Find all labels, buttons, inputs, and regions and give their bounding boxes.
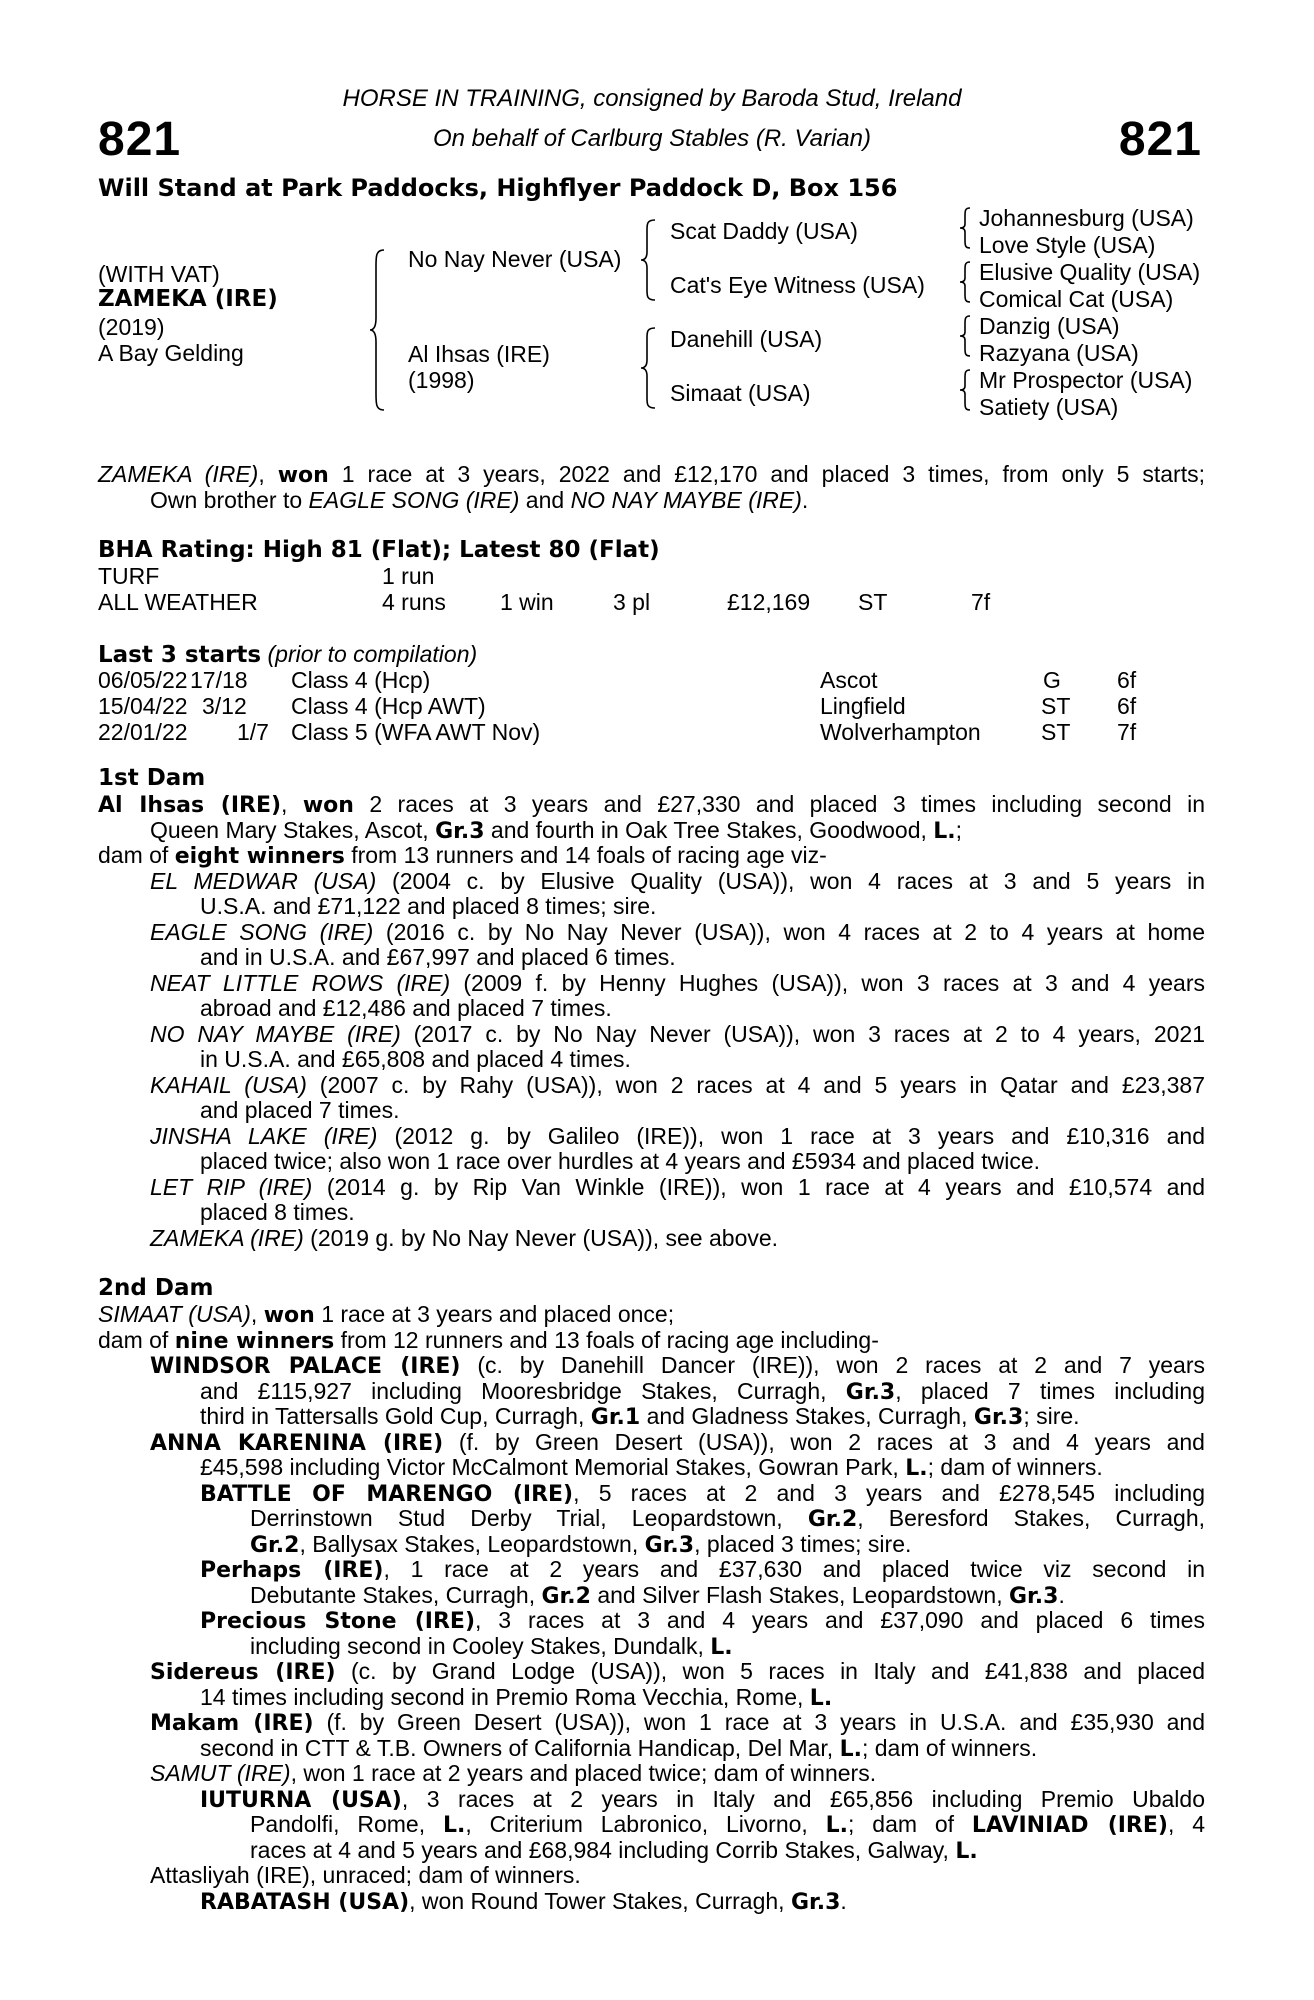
text-run: Gr.3 [435, 818, 485, 844]
pedigree-dam-dam: Simaat (USA) [670, 380, 811, 406]
pedigree-dam-brace [641, 326, 661, 410]
text-run: Gr.3 [644, 1532, 695, 1558]
second-dam-line [150, 1659, 1205, 1685]
pedigree-g3-2: Love Style (USA) [979, 232, 1156, 258]
second-dam-body [98, 1302, 1205, 1914]
text-run: placed 8 times. [200, 1199, 355, 1225]
first-dam-body [98, 792, 1205, 1251]
start-race: Class 5 (WFA AWT Nov) [291, 719, 541, 745]
text-run: KAHAIL (USA) [150, 1071, 307, 1098]
text-run: (2016 c. by No Nay Never (USA)), won 4 races at 2 to 4 years at home [373, 918, 1206, 945]
first-dam-line [150, 971, 1205, 997]
text-run: and fourth in Oak Tree Stakes, Goodwood, [484, 816, 934, 843]
text-run: from 13 runners and 14 foals of racing age viz- [344, 842, 827, 868]
second-dam-line [250, 1506, 1205, 1532]
text-run: Queen Mary Stakes, Ascot, [150, 816, 436, 843]
text-run: L. [710, 1634, 733, 1660]
pedigree-g3-7: Mr Prospector (USA) [979, 367, 1193, 393]
text-run: ANNA KARENINA (IRE) [150, 1430, 444, 1456]
start-position: 1/7 [237, 719, 269, 745]
all-weather-row [98, 590, 1198, 616]
start-distance: 6f [1117, 693, 1137, 719]
text-run: (2014 g. by Rip Van Winkle (IRE)), won 1 race at 4 years and £10,574 and [312, 1173, 1205, 1200]
summary-brother-prefix: Own brother to [150, 486, 309, 513]
text-run: WINDSOR PALACE (IRE) [150, 1354, 461, 1379]
horse-description: A Bay Gelding [98, 340, 244, 366]
text-run: Attasliyah (IRE), unraced; dam of winners. [150, 1862, 581, 1888]
first-dam-line [150, 1073, 1205, 1099]
first-dam-line [150, 869, 1205, 895]
second-dam-line [150, 1353, 1205, 1379]
text-run: Precious Stone (IRE) [200, 1609, 476, 1634]
text-run: , [281, 791, 303, 817]
text-run: , placed 7 times including [895, 1377, 1205, 1404]
text-run: Gr.2 [250, 1532, 300, 1558]
start-distance: 7f [1117, 719, 1137, 745]
text-run: in U.S.A. and £65,808 and placed 4 times. [200, 1046, 631, 1072]
pedigree-g3-brace-2 [960, 260, 974, 304]
second-dam-line [250, 1634, 1205, 1660]
text-run: (c. by Grand Lodge (USA)), won 5 races in Italy and £41,838 and placed [335, 1658, 1205, 1684]
turf-runs: 1 run [382, 563, 435, 589]
rating-heading: BHA Rating: High 81 (Flat); Latest 80 (Flat) [98, 537, 660, 563]
second-dam-line [200, 1685, 1205, 1711]
text-run: eight winners [174, 844, 345, 869]
summary-brother-2: NO NAY MAYBE (IRE) [570, 486, 802, 513]
second-dam-line [98, 1302, 1205, 1328]
text-run: SIMAAT (USA) [98, 1301, 251, 1327]
text-run: ZAMEKA (IRE) [150, 1224, 304, 1251]
second-dam-line [150, 1761, 1205, 1787]
start-course: Lingfield [820, 693, 906, 719]
text-run: £45,598 including Victor McCalmont Memorial Stakes, Gowran Park, [200, 1454, 906, 1480]
start-going: ST [1041, 693, 1071, 719]
pedigree-dam-sire: Danehill (USA) [670, 326, 823, 352]
start-row-1 [98, 668, 1198, 694]
text-run: . [1058, 1581, 1065, 1608]
text-run: ; [955, 816, 963, 843]
aw-surface: ST [858, 589, 888, 615]
second-dam-line [250, 1583, 1205, 1609]
second-dam-heading: 2nd Dam [98, 1275, 214, 1301]
text-run: Debutante Stakes, Curragh, [250, 1581, 542, 1608]
pedigree-g3-5: Danzig (USA) [979, 313, 1120, 339]
summary-brother-and: and [519, 486, 571, 513]
text-run: , Beresford Stakes, Curragh, [857, 1505, 1205, 1531]
race-summary [98, 462, 1205, 513]
text-run: races at 4 and 5 years and £68,984 including Corrib Stakes, Galway, [250, 1836, 956, 1863]
text-run: (2009 f. by Henny Hughes (USA)), won 3 races at 3 and 4 years [450, 969, 1205, 996]
text-run: BATTLE OF MARENGO (IRE) [200, 1481, 574, 1507]
second-dam-line [200, 1379, 1205, 1405]
summary-sep: , [258, 461, 278, 487]
text-run: L. [905, 1456, 928, 1481]
pedigree-g3-brace-3 [960, 314, 974, 358]
second-dam-line [250, 1532, 1205, 1558]
text-run: Makam (IRE) [150, 1711, 314, 1736]
pedigree-sire-sire: Scat Daddy (USA) [670, 218, 858, 244]
text-run: L. [442, 1813, 466, 1838]
text-run: , Criterium Labronico, Livorno, [465, 1811, 826, 1837]
text-run: LAVINIAD (IRE) [971, 1813, 1168, 1838]
text-run: dam of [98, 842, 175, 868]
first-dam-line [150, 1022, 1205, 1048]
turf-row [98, 564, 1198, 590]
text-run: Gr.1 [590, 1405, 641, 1430]
first-dam-line [150, 1175, 1205, 1201]
first-dam-line [98, 843, 1205, 869]
start-course: Wolverhampton [820, 719, 981, 745]
text-run: dam of [98, 1326, 175, 1353]
first-dam-line [200, 1047, 1205, 1073]
text-run: NO NAY MAYBE (IRE) [150, 1020, 401, 1047]
start-going: G [1043, 667, 1061, 693]
start-row-3 [98, 720, 1198, 746]
pedigree-dam: Al Ihsas (IRE) [408, 341, 550, 367]
text-run: Gr.3 [1009, 1583, 1059, 1609]
text-run: EAGLE SONG (IRE) [150, 918, 374, 945]
summary-brother-1: EAGLE SONG (IRE) [308, 486, 520, 513]
start-date: 22/01/22 [98, 719, 188, 745]
text-run: and Silver Flash Stakes, Leopardstown, [590, 1581, 1009, 1608]
text-run: third in Tattersalls Gold Cup, Curragh, [200, 1403, 591, 1429]
horse-name: ZAMEKA (IRE) [98, 286, 278, 312]
text-run: ; dam of [848, 1811, 972, 1837]
text-run: including second in Cooley Stakes, Dundalk, [250, 1632, 711, 1659]
text-run: Gr.3 [790, 1889, 841, 1915]
first-dam-line [200, 945, 1205, 971]
second-dam-line [200, 1889, 1205, 1915]
pedigree-sire: No Nay Never (USA) [408, 246, 622, 272]
text-run: 1 race at 3 years and placed once; [314, 1301, 675, 1327]
text-run: , 3 races at 2 years in Italy and £65,856 including Premio Ubaldo [401, 1785, 1205, 1812]
lot-number-right: 821 [1118, 113, 1202, 166]
text-run: Perhaps (IRE) [200, 1558, 384, 1583]
pedigree-g3-brace-4 [960, 368, 974, 412]
aw-prize: £12,169 [727, 589, 811, 615]
start-date: 06/05/22 [98, 667, 188, 693]
text-run: Pandolfi, Rome, [250, 1811, 443, 1837]
pedigree-sire-brace [641, 218, 661, 302]
text-run: Gr.2 [807, 1507, 858, 1532]
second-dam-line [200, 1455, 1205, 1481]
pedigree-g3-brace-1 [960, 206, 974, 250]
text-run: Al Ihsas (IRE) [98, 793, 282, 818]
text-run: ; sire. [1023, 1403, 1080, 1429]
text-run: Sidereus (IRE) [150, 1660, 336, 1685]
aw-runs: 4 runs [382, 589, 446, 615]
start-race: Class 4 (Hcp) [291, 667, 431, 693]
consignment-line: HORSE IN TRAINING, consigned by Baroda Stud, Ireland [342, 85, 962, 112]
text-run: (f. by Green Desert (USA)), won 2 races at 3 and 4 years and [443, 1428, 1205, 1455]
second-dam-line [200, 1404, 1205, 1430]
text-run: placed twice; also won 1 race over hurdles at 4 years and £5934 and placed twice. [200, 1148, 1041, 1174]
text-run: , won 1 race at 2 years and placed twice; dam of winners. [290, 1760, 877, 1786]
text-run: second in CTT & T.B. Owners of California Handicap, Del Mar, [200, 1734, 840, 1761]
vat-note: (WITH VAT) [98, 261, 220, 287]
second-dam-line [200, 1481, 1205, 1507]
lot-number-left: 821 [98, 113, 182, 166]
pedigree-g3-3: Elusive Quality (USA) [979, 259, 1201, 285]
text-run: , 3 races at 3 and 4 years and £37,090 and placed 6 times [475, 1607, 1205, 1633]
text-run: and £115,927 including Mooresbridge Stakes, Curragh, [200, 1377, 846, 1404]
last-starts-heading: Last 3 starts (prior to compilation) [98, 641, 478, 668]
first-dam-line [98, 792, 1205, 818]
first-dam-line [150, 1124, 1205, 1150]
start-race: Class 4 (Hcp AWT) [291, 693, 486, 719]
text-run: , 4 [1167, 1811, 1206, 1837]
start-position: 17/18 [190, 667, 248, 693]
summary-won: won [277, 463, 329, 488]
pedigree-g3-8: Satiety (USA) [979, 394, 1119, 420]
text-run: LET RIP (IRE) [150, 1173, 313, 1200]
text-run: (2007 c. by Rahy (USA)), won 2 races at 4 and 5 years in Qatar and £23,387 [306, 1071, 1205, 1098]
text-run: and placed 7 times. [200, 1097, 400, 1123]
on-behalf-line: On behalf of Carlburg Stables (R. Varian) [433, 125, 871, 152]
first-dam-line [200, 1098, 1205, 1124]
text-run: L. [955, 1838, 978, 1864]
text-run: ; dam of winners. [861, 1734, 1038, 1761]
second-dam-line [98, 1328, 1205, 1354]
text-run: Gr.2 [541, 1583, 591, 1609]
summary-horse-name: ZAMEKA (IRE) [98, 461, 259, 487]
first-dam-line [200, 1200, 1205, 1226]
text-run: won [302, 793, 354, 818]
turf-label: TURF [98, 563, 160, 589]
aw-wins: 1 win [500, 589, 554, 615]
pedigree-g3-1: Johannesburg (USA) [979, 205, 1194, 231]
start-date: 15/04/22 [98, 693, 188, 719]
start-position: 3/12 [202, 693, 247, 719]
text-run: Gr.3 [845, 1379, 896, 1405]
text-run: L. [825, 1813, 849, 1838]
text-run: (f. by Green Desert (USA)), won 1 race at 3 years in U.S.A. and £35,930 and [313, 1709, 1205, 1735]
text-run: , 5 races at 2 and 3 years and £278,545 including [573, 1479, 1205, 1506]
aw-distance: 7f [971, 589, 991, 615]
text-run: L. [809, 1685, 833, 1711]
text-run: (2012 g. by Galileo (IRE)), won 1 race at 3 years and £10,316 and [377, 1122, 1205, 1149]
text-run: . [840, 1887, 847, 1914]
text-run: and in U.S.A. and £67,997 and placed 6 times. [200, 944, 676, 970]
pedigree-main-brace [370, 248, 390, 412]
start-row-2 [98, 694, 1198, 720]
first-dam-line [150, 920, 1205, 946]
first-dam-line [150, 818, 1205, 844]
text-run: and Gladness Stakes, Curragh, [640, 1403, 974, 1429]
text-run: L. [933, 818, 956, 844]
text-run: L. [839, 1736, 862, 1762]
text-run: nine winners [174, 1328, 335, 1354]
text-run: 2 races at 3 years and £27,330 and placed 3 times including second in [353, 791, 1205, 817]
text-run: IUTURNA (USA) [200, 1787, 402, 1813]
text-run: Derrinstown Stud Derby Trial, Leopardstown, [250, 1505, 808, 1531]
summary-brother-end: . [801, 486, 809, 513]
second-dam-line [150, 1863, 1205, 1889]
first-dam-line [200, 894, 1205, 920]
pedigree-g3-6: Razyana (USA) [979, 340, 1139, 366]
text-run: , Ballysax Stakes, Leopardstown, [299, 1530, 645, 1557]
text-run: , won Round Tower Stakes, Curragh, [409, 1887, 791, 1914]
text-run: RABATASH (USA) [200, 1889, 410, 1915]
first-dam-line [150, 1226, 1205, 1252]
text-run: Gr.3 [973, 1405, 1024, 1430]
text-run: from 12 runners and 13 foals of racing age including- [334, 1326, 879, 1353]
second-dam-line [200, 1557, 1205, 1583]
second-dam-line [150, 1430, 1205, 1456]
text-run: 14 times including second in Premio Roma Vecchia, Rome, [200, 1683, 810, 1710]
text-run: SAMUT (IRE) [150, 1760, 291, 1786]
pedigree-dam-year: (1998) [408, 367, 475, 393]
second-dam-line [200, 1608, 1205, 1634]
text-run: , [250, 1301, 264, 1327]
text-run: EL MEDWAR (USA) [150, 867, 377, 894]
text-run: U.S.A. and £71,122 and placed 8 times; sire. [200, 893, 657, 919]
aw-places: 3 pl [613, 589, 651, 615]
aw-label: ALL WEATHER [98, 589, 258, 615]
first-dam-heading: 1st Dam [98, 765, 206, 791]
foaling-year: (2019) [98, 314, 165, 340]
text-run: (2004 c. by Elusive Quality (USA)), won 4 races at 3 and 5 years in [376, 867, 1205, 894]
text-run: ; dam of winners. [927, 1454, 1103, 1480]
text-run: (2019 g. by No Nay Never (USA)), see above. [303, 1224, 779, 1251]
second-dam-line [250, 1812, 1205, 1838]
text-run: NEAT LITTLE ROWS (IRE) [150, 969, 451, 996]
stand-location: Will Stand at Park Paddocks, Highflyer Paddock D, Box 156 [98, 174, 898, 202]
second-dam-line [200, 1787, 1205, 1813]
pedigree-g3-4: Comical Cat (USA) [979, 286, 1174, 312]
text-run: won [263, 1303, 315, 1328]
text-run: (c. by Danehill Dancer (IRE)), won 2 races at 2 and 7 years [460, 1352, 1206, 1378]
text-run: JINSHA LAKE (IRE) [150, 1122, 378, 1149]
text-run: (2017 c. by No Nay Never (USA)), won 3 races at 2 to 4 years, 2021 [400, 1020, 1205, 1047]
first-dam-line [200, 1149, 1205, 1175]
second-dam-line [250, 1838, 1205, 1864]
start-going: ST [1041, 719, 1071, 745]
summary-record: 1 race at 3 years, 2022 and £12,170 and placed 3 times, from only 5 starts; [328, 461, 1205, 487]
pedigree-sire-dam: Cat's Eye Witness (USA) [670, 272, 925, 298]
second-dam-line [200, 1736, 1205, 1762]
text-run: , 1 race at 2 years and £37,630 and placed twice viz second in [383, 1556, 1205, 1582]
text-run: abroad and £12,486 and placed 7 times. [200, 995, 612, 1021]
first-dam-line [200, 996, 1205, 1022]
start-distance: 6f [1117, 667, 1137, 693]
start-course: Ascot [820, 667, 878, 693]
second-dam-line [150, 1710, 1205, 1736]
text-run: , placed 3 times; sire. [694, 1530, 912, 1557]
